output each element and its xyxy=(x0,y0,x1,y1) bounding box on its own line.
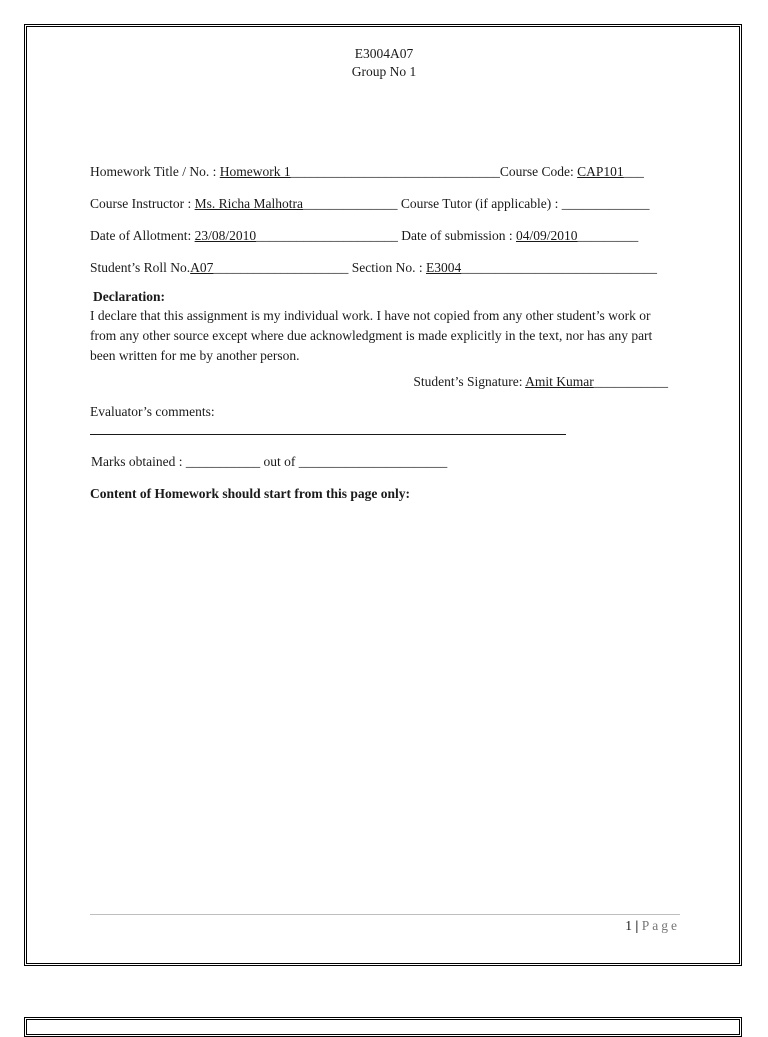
header-code: E3004A07 xyxy=(354,46,414,61)
blank-line: ___ xyxy=(623,164,644,179)
course-code-value: CAP101 xyxy=(577,164,624,179)
blank-line: ______________ xyxy=(302,196,398,211)
page-number: 1 xyxy=(625,918,633,933)
page-footer xyxy=(625,918,680,934)
evaluator-comment-line xyxy=(90,434,566,435)
blank-line: ____________________ xyxy=(213,260,349,275)
tutor-label: Course Tutor (if applicable) : xyxy=(400,196,559,211)
roll-label: Student’s Roll No. xyxy=(90,260,191,275)
header-group: Group No 1 xyxy=(351,64,417,79)
allotment-label: Date of Allotment: xyxy=(90,228,192,243)
marks-label: Marks obtained : xyxy=(91,454,183,469)
next-page-border xyxy=(24,1017,742,1037)
blank-line: _____________ xyxy=(561,196,650,211)
instructor-row xyxy=(90,196,649,212)
blank-line: _________ xyxy=(577,228,639,243)
roll-value: A07 xyxy=(190,260,214,275)
signature-value: Amit Kumar xyxy=(525,374,594,389)
footer-rule xyxy=(90,914,680,915)
submission-value: 04/09/2010 xyxy=(516,228,578,243)
blank-line: ______________________ xyxy=(298,454,448,469)
marks-out-of: out of xyxy=(263,454,296,469)
course-code-label: Course Code: xyxy=(499,164,574,179)
signature-label: Student’s Signature: xyxy=(413,374,523,389)
homework-title-value: Homework 1 xyxy=(219,164,291,179)
submission-label: Date of submission : xyxy=(401,228,513,243)
instructor-value: Ms. Richa Malhotra xyxy=(194,196,303,211)
allotment-value: 23/08/2010 xyxy=(194,228,257,243)
marks-row xyxy=(91,454,447,470)
blank-line: ___________ xyxy=(185,454,261,469)
homework-title-label: Homework Title / No. : xyxy=(90,164,217,179)
dates-row xyxy=(90,228,638,244)
blank-line: _____________________________ xyxy=(461,260,658,275)
declaration-text: I declare that this assignment is my individual work. I have not copied from any other student’s work or from any other source except where due acknowledgment is made explicitly in the text, nor has any part been written for me by another person. xyxy=(90,308,653,363)
page-word: Page xyxy=(641,918,680,933)
roll-row xyxy=(90,260,657,276)
blank-line: _____________________ xyxy=(256,228,398,243)
blank-line: _______________________________ xyxy=(290,164,500,179)
section-label: Section No. : xyxy=(351,260,423,275)
instructor-label: Course Instructor : xyxy=(90,196,192,211)
evaluator-label: Evaluator’s comments: xyxy=(90,404,215,419)
page-separator: | xyxy=(635,918,639,933)
homework-title-row xyxy=(90,164,644,180)
section-value: E3004 xyxy=(426,260,462,275)
declaration-title: Declaration: xyxy=(93,289,165,304)
signature-row xyxy=(413,374,668,390)
blank-line: ___________ xyxy=(593,374,668,389)
content-note: Content of Homework should start from this page only: xyxy=(90,486,410,501)
